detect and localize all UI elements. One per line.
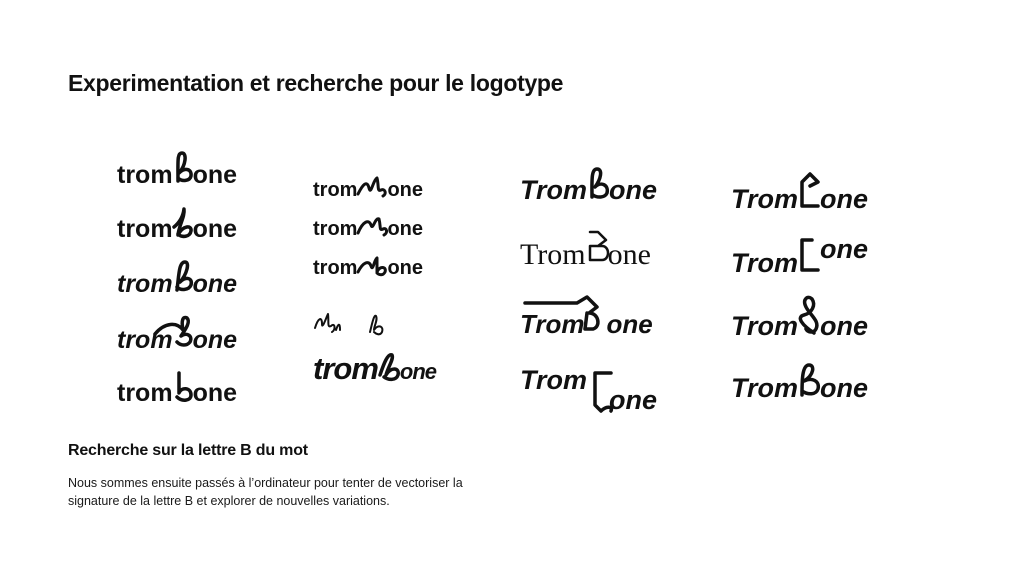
letter-b-glyph — [357, 213, 389, 237]
letter-b-glyph — [587, 165, 611, 199]
letter-b-glyph — [794, 295, 824, 335]
logo-suffix: one — [609, 385, 658, 415]
logo-suffix: one — [192, 215, 238, 243]
logo-variant-12 — [520, 311, 653, 337]
logo-suffix: one — [606, 309, 653, 339]
logo-variant-15 — [731, 234, 869, 278]
logo-variant-14 — [731, 186, 868, 213]
logo-variant-6 — [313, 180, 423, 200]
section-title: Recherche sur la lettre B du mot — [68, 442, 308, 459]
letter-b-glyph — [173, 371, 195, 401]
logo-prefix: Trom — [731, 311, 799, 341]
handwritten-b-sketches — [312, 308, 402, 338]
logo-suffix: one — [820, 373, 869, 403]
logo-variant-10 — [520, 177, 657, 204]
logo-variant-3 — [117, 272, 237, 297]
logo-prefix: trom — [313, 351, 378, 386]
page-title: Experimentation et recherche pour le logotype — [68, 70, 564, 96]
letter-b-glyph — [357, 174, 389, 198]
logo-prefix: Trom — [520, 365, 588, 395]
logo-variant-8 — [313, 258, 423, 278]
logo-prefix: trom — [117, 326, 173, 354]
logo-variant-1 — [117, 163, 237, 188]
logo-prefix: trom — [313, 257, 358, 279]
logo-prefix: Trom — [520, 175, 588, 205]
logo-suffix: one — [820, 184, 869, 214]
logo-prefix: Trom — [520, 238, 586, 271]
logo-prefix: trom — [117, 270, 173, 298]
logo-variant-2 — [117, 217, 237, 242]
logo-variant-13 — [520, 365, 658, 415]
logo-variant-4 — [117, 328, 237, 353]
letter-b-glyph — [357, 252, 389, 276]
logo-suffix: one — [192, 379, 238, 407]
logo-suffix: one — [192, 270, 238, 298]
logo-prefix: Trom — [731, 184, 799, 214]
logo-suffix: one — [387, 257, 424, 279]
logo-prefix: trom — [117, 161, 173, 189]
logo-suffix: one — [192, 161, 238, 189]
logo-variant-5 — [117, 381, 237, 406]
logo-variant-16 — [731, 313, 868, 340]
logo-prefix: trom — [117, 215, 173, 243]
logo-prefix: trom — [313, 218, 358, 240]
letter-b-glyph — [798, 361, 822, 399]
logo-suffix: one — [387, 218, 424, 240]
letter-b-glyph — [155, 316, 195, 346]
logo-suffix: one — [399, 359, 437, 384]
logo-suffix: one — [192, 326, 238, 354]
logo-variant-17 — [731, 375, 868, 402]
logo-prefix: Trom — [731, 248, 799, 278]
logo-suffix: one — [820, 311, 869, 341]
logo-prefix: trom — [117, 379, 173, 407]
letter-b-glyph — [173, 151, 195, 181]
logo-suffix: one — [387, 179, 424, 201]
logo-variant-9 — [313, 353, 436, 384]
letter-b-glyph — [173, 207, 195, 237]
logo-suffix: one — [820, 234, 869, 264]
letter-b-glyph — [497, 297, 617, 337]
letter-b-glyph — [173, 260, 195, 290]
logo-prefix: Trom — [520, 309, 585, 339]
logo-suffix: one — [609, 175, 658, 205]
logo-variant-11 — [520, 240, 651, 270]
logo-variant-7 — [313, 219, 423, 239]
logo-prefix: trom — [313, 179, 358, 201]
description-text: Nous sommes ensuite passés à l’ordinateur pour tenter de vectoriser la signature de la lettre B et explorer de nouvelles variations. — [68, 476, 463, 508]
logo-prefix: Trom — [731, 373, 799, 403]
letter-b-glyph — [586, 228, 612, 264]
logo-suffix: one — [607, 238, 651, 271]
letter-b-glyph — [798, 172, 824, 212]
letter-b-glyph — [378, 349, 402, 379]
